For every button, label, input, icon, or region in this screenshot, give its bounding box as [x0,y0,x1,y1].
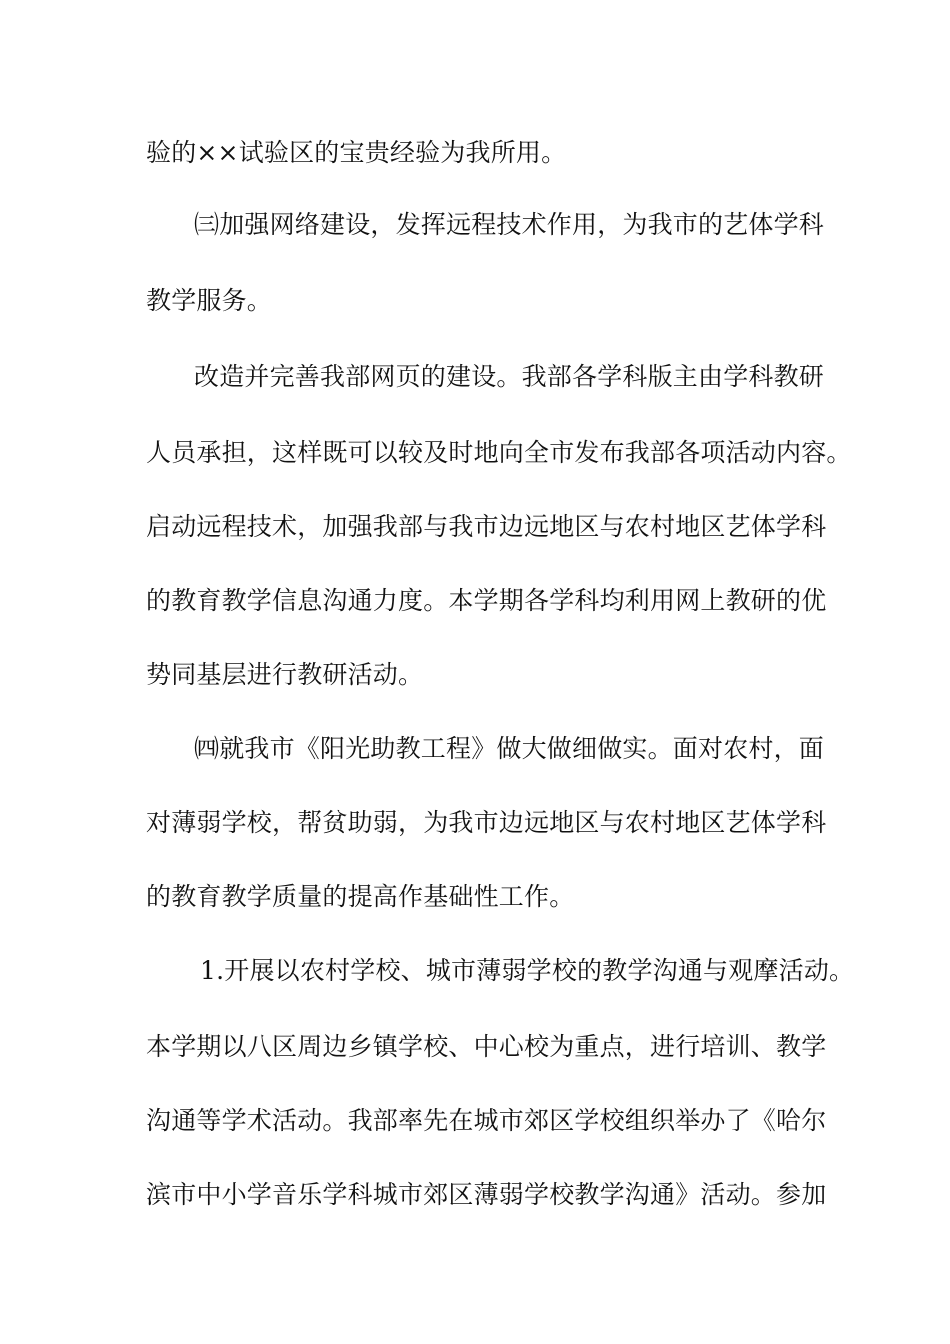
section-heading-3: ㈢加强网络建设，发挥远程技术作用，为我市的艺体学科 [194,210,825,239]
text-line-10: 对薄弱学校，帮贫助弱，为我市边远地区与农村地区艺体学科 [146,808,827,837]
text-line-14: 沟通等学术活动。我部率先在城市郊区学校组织举办了《哈尔 [146,1106,827,1135]
text-line-15: 滨市中小学音乐学科城市郊区薄弱学校教学沟通》活动。参加 [146,1180,827,1209]
text-line-8: 势同基层进行教研活动。 [146,660,424,689]
text-line-3: 教学服务。 [146,286,273,315]
text-line-6: 启动远程技术，加强我部与我市边远地区与农村地区艺体学科 [146,512,827,541]
paragraph-start-webpage: 改造并完善我部网页的建设。我部各学科版主由学科教研 [194,362,825,391]
numbered-item-1: 1.开展以农村学校、城市薄弱学校的教学沟通与观摩活动。 [200,956,855,985]
text-line-11: 的教育教学质量的提高作基础性工作。 [146,882,575,911]
text-line-5: 人员承担，这样既可以较及时地向全市发布我部各项活动内容。 [146,438,852,467]
section-heading-4: ㈣就我市《阳光助教工程》做大做细做实。面对农村，面 [194,734,825,763]
text-line-13: 本学期以八区周边乡镇学校、中心校为重点，进行培训、教学 [146,1032,827,1061]
text-line-1: 验的××试验区的宝贵经验为我所用。 [146,138,567,167]
text-line-7: 的教育教学信息沟通力度。本学期各学科均利用网上教研的优 [146,586,827,615]
